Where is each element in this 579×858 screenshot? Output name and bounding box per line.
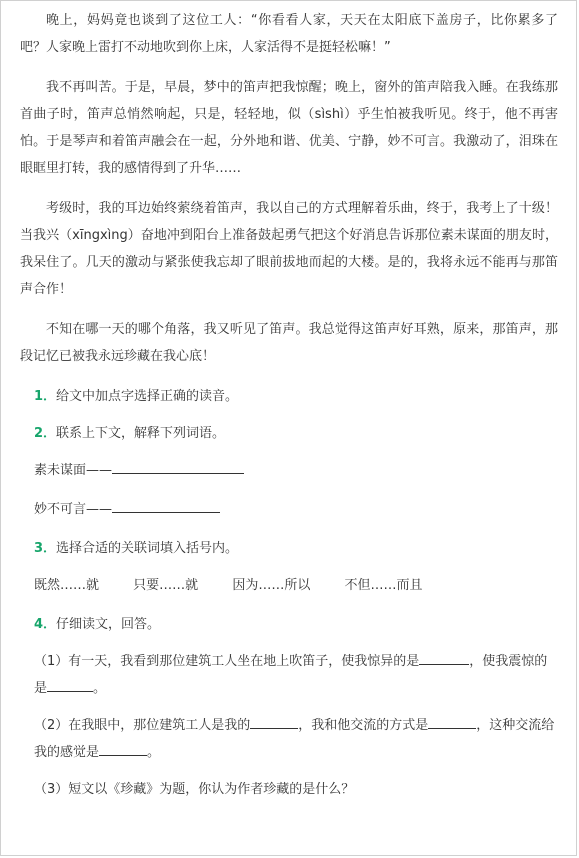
question-3-number: 3． bbox=[34, 541, 57, 556]
sub-2-blank-2[interactable] bbox=[428, 716, 476, 729]
question-1-number: 1． bbox=[34, 389, 57, 404]
term-line-2 bbox=[34, 496, 558, 523]
sub-2-part-b: ，我和他交流的方式是 bbox=[298, 718, 429, 733]
passage-paragraph-4: 不知在哪一天的哪个角落，我又听见了笛声。我总觉得这笛声好耳熟，原来，那笛声，那段记忆已被我永远珍藏在我心底！ bbox=[20, 322, 558, 364]
question-4-number: 4． bbox=[34, 617, 57, 632]
term-2-label: 妙不可言—— bbox=[34, 502, 113, 517]
sub-2-part-a: （2）在我眼中，那位建筑工人是我的 bbox=[34, 718, 251, 733]
question-1 bbox=[34, 383, 558, 410]
option-1: 既然……就 bbox=[34, 578, 100, 593]
option-4: 不但……而且 bbox=[344, 578, 423, 593]
option-3: 因为……所以 bbox=[232, 578, 311, 593]
question-2-text: 联系上下文，解释下列词语。 bbox=[56, 426, 226, 441]
sub-2-part-d: 。 bbox=[147, 745, 161, 760]
option-2: 只要……就 bbox=[133, 578, 199, 593]
sub-question-3: （3）短文以《珍藏》为题，你认为作者珍藏的是什么？ bbox=[34, 782, 355, 797]
passage-paragraph-2: 我不再叫苦。于是，早晨，梦中的笛声把我惊醒；晚上，窗外的笛声陪我入睡。在我练那首曲子时，笛声总悄然响起，只是，轻轻地，似（sìshì）乎生怕被我听见。终于，他不再害怕。于是琴声和着笛声融会在一起，分外地和谐、优美、宁静，妙不可言。我激动了，泪珠在眼眶里打转，我的感情得到了升华…… bbox=[20, 80, 558, 176]
passage-paragraph-1: 晚上，妈妈竟也谈到了这位工人：“你看看人家，天天在太阳底下盖房子，比你累多了吧？人家晚上雷打不动地吹到你上床，人家活得不是挺轻松嘛！” bbox=[20, 13, 558, 55]
question-2-number: 2． bbox=[34, 426, 57, 441]
question-2 bbox=[34, 420, 558, 447]
passage-paragraph-3: 考级时，我的耳边始终萦绕着笛声，我以自己的方式理解着乐曲，终于，我考上了十级！当我兴（xīngxìng）奋地冲到阳台上准备鼓起勇气把这个好消息告诉那位素未谋面的朋友时，我呆住了。几天的激动与紧张使我忘却了眼前拔地而起的大楼。是的，我将永远不能再与那笛声合作！ bbox=[20, 201, 558, 297]
question-3 bbox=[34, 535, 558, 562]
sub-1-part-a: （1）有一天，我看到那位建筑工人坐在地上吹笛子，使我惊异的是 bbox=[34, 654, 420, 669]
sub-question-2 bbox=[34, 712, 558, 766]
worksheet-content bbox=[20, 7, 558, 813]
sub-2-blank-3[interactable] bbox=[99, 743, 147, 756]
term-2-blank[interactable] bbox=[112, 500, 220, 513]
sub-1-part-c: 。 bbox=[93, 681, 107, 696]
question-1-text: 给文中加点字选择正确的读音。 bbox=[56, 389, 239, 404]
sub-2-part-c: ，这种交流给我的感觉是 bbox=[34, 718, 555, 760]
sub-1-part-b: ，使我震惊的是 bbox=[34, 654, 548, 696]
question-4 bbox=[34, 611, 558, 638]
term-1-blank[interactable] bbox=[112, 461, 244, 474]
sub-1-blank-2[interactable] bbox=[47, 679, 93, 692]
sub-1-blank-1[interactable] bbox=[419, 652, 469, 665]
term-1-label: 素未谋面—— bbox=[34, 463, 113, 478]
question-3-text: 选择合适的关联词填入括号内。 bbox=[56, 541, 239, 556]
sub-question-1 bbox=[34, 648, 558, 702]
question-4-text: 仔细读文，回答。 bbox=[56, 617, 161, 632]
term-line-1 bbox=[34, 457, 558, 484]
conjunction-options bbox=[34, 572, 558, 599]
sub-2-blank-1[interactable] bbox=[250, 716, 298, 729]
